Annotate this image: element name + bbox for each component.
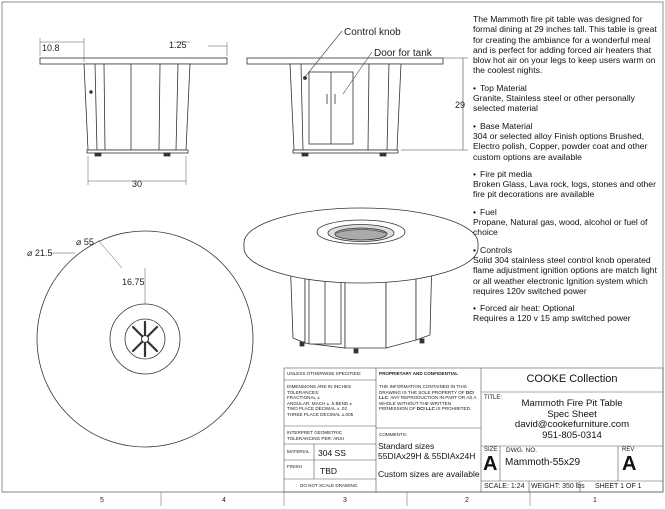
dim-diameter-21-5: ⌀ 21.5 [27,248,53,258]
collection-name: COOKE Collection [526,373,618,385]
dim-top-thickness: 1.25 [169,40,187,50]
title-line: Mammoth Fire Pit Table [521,398,623,409]
proprietary-line: . ANY REPRODUCTION IN PART OR AS A WHOLE WITHOUT THE WRITTEN PERMISSION OF [379,395,477,412]
proprietary-line: THE INFORMATION CONTAINED IN THIS DRAWING IS THE SOLE PROPERTY OF [379,384,467,395]
title-label: TITLE: [484,395,503,401]
material-label: MATERIAL [287,449,310,454]
title-text [482,399,662,441]
tolerance-line: ANGULAR: MACH ± .5 BEND ± [287,400,353,406]
callout-door-for-tank: Door for tank [374,48,432,59]
custom-sizes: Custom sizes are available [378,469,480,479]
product-description: The Mammoth fire pit table was designed for formal dining at 29 inches tall. This table is great for creating the ambiance for a wonderful meal and is perfect for adding forced air heaters that blow hot air on your legs to keep users warm on the coolest nights. [473,14,657,76]
proprietary-text [379,384,477,412]
tolerance-line: THREE PLACE DECIMAL ±.005 [287,411,354,417]
zone-label: 5 [100,497,104,504]
interpret-note: INTERPRET GEOMETRIC TOLERANCING PER: ANSI [287,430,344,441]
spec-heading: • Controls [473,245,661,255]
spec-fire-pit-media [473,169,661,200]
dwg-label: DWG. NO. [506,447,538,454]
dim-top-overhang: 10.8 [42,43,60,53]
size-values: 55DIAx29H & 55DIAx24H [378,451,476,461]
tolerance-header: UNLESS OTHERWISE SPECIFIED: [287,371,362,376]
isometric-view [244,208,478,353]
finish-label: FINISH [287,464,303,469]
spec-heading: • Top Material [473,83,661,93]
proprietary-title: PROPRIETARY AND CONFIDENTIAL [379,371,459,376]
dim-diameter-55: ⌀ 55 [76,237,94,247]
company-name: DCI LLC [379,389,474,401]
standard-sizes: Standard sizes [378,441,435,451]
zone-label: 4 [222,497,226,504]
spec-body: Requires a 120 v 15 amp switched power [473,313,631,324]
rev-label: REV [622,447,635,453]
weight-text: WEIGHT: 350 lbs [531,483,585,490]
contact-email: david@cookefurniture.com [514,419,630,431]
rev-value: A [622,453,637,475]
sheet-text: SHEET 1 OF 1 [595,483,642,490]
dim-base-width: 30 [132,179,143,189]
spec-panel [473,14,661,331]
size-label: SIZE [484,447,498,453]
material-value: 304 SS [318,448,346,458]
no-scale-note: DO NOT SCALE DRAWING [300,483,358,488]
tolerance-line: TOLERANCES: [287,389,320,395]
spec-body: Propane, Natural gas, wood, alcohol or fuel of choice [473,217,648,238]
size-value: A [483,453,498,475]
finish-value: TBD [320,466,337,476]
company-name: DCI LLC [416,406,435,412]
spec-top-material [473,83,661,114]
top-view [37,231,253,447]
title-line: Spec Sheet [547,408,597,420]
spec-heading: • Fuel [473,207,661,217]
dwg-number: Mammoth-55x29 [505,457,581,468]
spec-heading: • Fire pit media [473,169,661,179]
scale-text: SCALE: 1:24 [484,483,525,490]
comments-label: COMMENTS: [379,432,408,437]
zone-label: 1 [593,497,597,504]
side-view [40,58,227,156]
zone-label: 2 [465,497,469,504]
spec-forced-air [473,303,661,324]
spec-heading: • Base Material [473,121,661,131]
spec-base-material [473,121,661,162]
front-view [247,58,443,156]
callout-control-knob: Control knob [344,27,401,38]
dim-radius-16-75: 16.75 [122,277,145,287]
dim-height: 29 [455,100,466,110]
contact-phone: 951-805-0314 [542,429,602,441]
tolerance-line: DIMENSIONS ARE IN INCHES [287,384,352,389]
spec-body: 304 or selected alloy Finish options Brushed, Electro polish, Copper, powder coat and other custom options are available [473,130,648,162]
spec-body: Solid 304 stainless steel control knob operated flame adjustment ignition options are match light or all weather electronic Ignition system which requires 120v switched power [473,254,657,296]
spec-body: Granite, Stainless steel or other personally selected material [473,93,635,114]
zone-label: 3 [343,497,347,504]
spec-controls [473,245,661,296]
spec-heading: • Forced air heat: Optional [473,303,661,313]
spec-fuel [473,207,661,238]
spec-body: Broken Glass, Lava rock, logs, stones and other fire pit decorations are available [473,179,656,200]
tolerance-block [287,384,375,418]
tolerance-line: TWO PLACE DECIMAL ± .02 [287,406,348,412]
proprietary-line: IS PROHIBITED. [436,406,472,412]
tolerance-line: FRACTIONAL ± [287,395,320,401]
